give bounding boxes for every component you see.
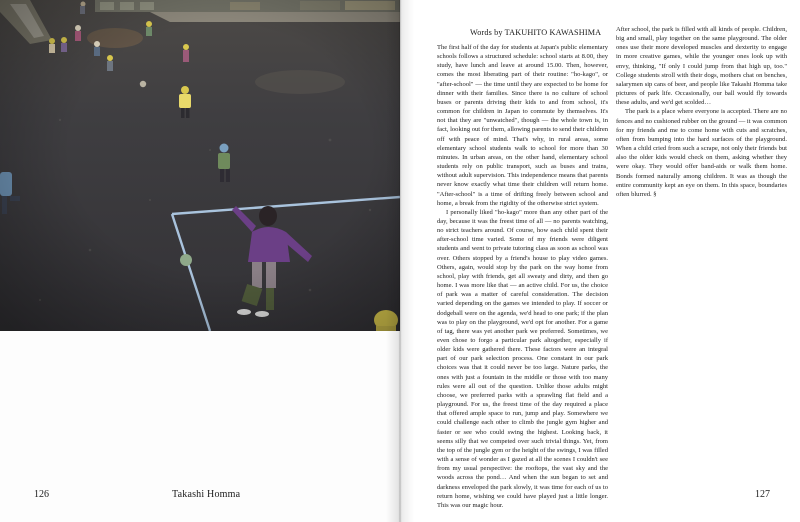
byline [470, 28, 601, 37]
byline-author: TAKUHITO KAWASHIMA [504, 28, 602, 37]
paragraph: After school, the park is filled with all kinds of people. Children, big and small, play together on the same playground. The older ones use their more developed muscles and dexterity to engage in more creative games, while the younger ones look up with envy, thinking, "If only I could jump from that high up, too." College students stroll with their dogs, mothers chat on benches, salarymen sip cans of beer, and people like Takashi Homma take pictures of park life. Occasionally, our ball would fly towards these adults, and we'd get scolded… [616, 26, 787, 107]
running-title: Takashi Homma [172, 489, 241, 500]
photo-illustration [0, 0, 400, 331]
right-page [400, 0, 800, 522]
page-number-right: 127 [755, 489, 770, 500]
article-column-1 [437, 43, 608, 510]
schoolyard-photo [0, 0, 400, 331]
page-number-left: 126 [34, 489, 49, 500]
paragraph: I personally liked "ho-kago" more than any other part of the day, because it was the freest time of all — no parents watching, no strict teachers around. Of course, how each child spent their after-school time varied. Some of my friends were diligent students and went to private tutoring class as soon as school was over. Others stopped by a friend's house to play video games. Others, again, would stop by the park on the way home from school, play with friends, get all sweaty and dirty, and then go home. I was more like that — an active child. For us, the choice of park was a matter of careful consideration. The decision varied depending on the games we intended to play. If soccer or dodgeball were on the agenda, we'd head to one park; if the plan was to play on the playground, we'd opt for another. For a game of tag, there was yet another park we preferred. Sometimes, we even chose to forgo a particular park altogether, especially if older kids were gathered there. These factors were an integral part of our park selection process. One constant in our park choices was that it could never be too large. Nature parks, the ones with just a fountain in the middle or those with too many rules were all out of the question. Unlike those adults might choose, we preferred parks with a sprawling flat field and a playground. For us, the freest time of the day required a place that offered ample space to run, jump and play. Somewhere we could challenge each other to climb the jungle gym higher and faster or see who could swing the highest. Looking back, it seems silly that we competed over such trivial things. Yet, from the top of the jungle gym or the height of the swings, I was filled with a sense of wonder as I gazed at all the scenes I couldn't see from my usual perspective: the rooftops, the vast sky and the woods across the pond… And when the sun began to set and darkness enveloped the park slowly, it was time for each of us to return home, wishing we could have played just a little longer. This was our magic hour. [437, 208, 608, 509]
book-gutter [386, 0, 414, 522]
byline-prefix: Words by [470, 28, 503, 37]
article-column-2 [616, 25, 787, 199]
paragraph: The park is a place where everyone is accepted. There are no fences and no cushioned rubber on the ground — it was common for my friends and me to come home with cuts and scratches, often from bumping into the hard surfaces of the playground. When a child cried from such a scrape, not only their friends but also the older kids would check on them, asking whether they were okay. They would offer band-aids or walk them home. Bonds formed naturally among children. It was as though the entire community kept an eye on them. In this space, boundaries often blurred. § [616, 108, 787, 198]
paragraph: The first half of the day for students at Japan's public elementary schools follows a structured schedule: school starts at 8.00, they study, have lunch and leave at around 15.00. Then, however, comes the most liberating part of their routine: "ho-kago", or "after-school" — the time until they are expected to be home for dinner with their families. Since there is no culture of school buses or parents driving their kids to and from school, it's common for children in Japan to commute by themselves. It's not that they are "unwatched", though — the whole town is, in fact, looking out for them, allowing parents to send their children off with peace of mind. That's why, in rural areas, some elementary school students walk to school for more than 30 minutes. In urban areas, on the other hand, elementary school students rely on public transport, such as buses and trains, without adult supervision. This independence means that parents never know exactly what time their children will return home. "After-school" is a time of drifting freely between school and home, a break from the rigidity of the otherwise strict system. [437, 44, 608, 207]
